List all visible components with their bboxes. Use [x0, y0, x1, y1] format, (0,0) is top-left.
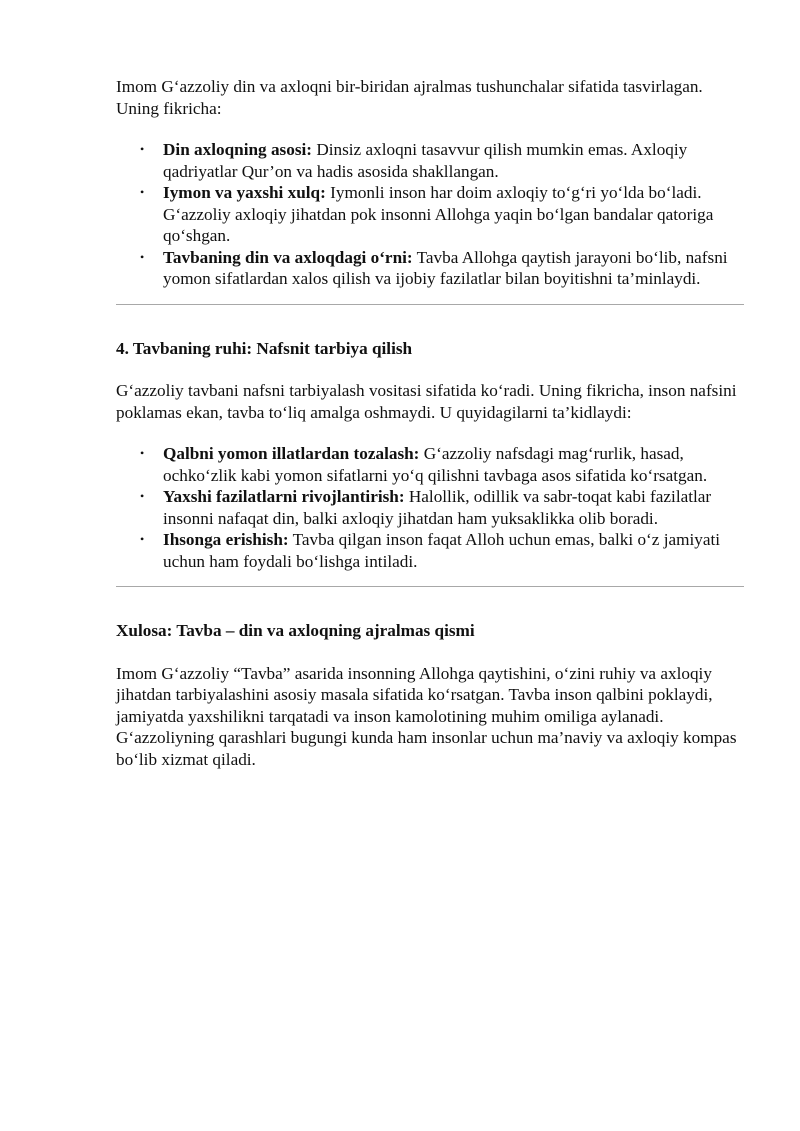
- list-item-text: Dinsiz axloqni tasavvur qilish mumkin emas. Axloqiy qadriyatlar Qur’on va hadis asosida shakllangan.: [163, 140, 688, 181]
- section-bullet-list: [116, 443, 744, 572]
- list-item-term: Tavbaning din va axloqdagi o‘rni:: [163, 247, 413, 267]
- intro-bullet-list: [116, 139, 744, 290]
- document-body: [116, 76, 744, 790]
- list-item: [116, 529, 744, 572]
- horizontal-divider: [116, 304, 744, 305]
- list-item: [116, 443, 744, 486]
- bullet-icon: •: [140, 142, 145, 156]
- list-item: [116, 486, 744, 529]
- bullet-icon: •: [140, 489, 145, 503]
- bullet-icon: •: [140, 249, 145, 264]
- section-paragraph: G‘azzoliy tavbani nafsni tarbiyalash vositasi sifatida ko‘radi. Uning fikricha, inson nafsini poklamas ekan, tavba to‘liq amalga oshmaydi. U quyidagilarni ta’kidlaydi:: [116, 381, 737, 422]
- list-item: [116, 247, 744, 290]
- list-item-text: Halollik, odillik va sabr-toqat kabi fazilatlar insonni nafaqat din, balki axloqiy jihatdan ham yuksaklikka olib boradi.: [163, 487, 712, 528]
- list-item-term: Iymon va yaxshi xulq:: [163, 183, 326, 202]
- horizontal-divider: [116, 586, 744, 587]
- list-item-text: Iymonli inson har doim axloqiy to‘g‘ri yo‘lda bo‘ladi. G‘azzoliy axloqiy jihatdan pok insonni Allohga yaqin bo‘lgan bandalar qatoriga qo‘shgan.: [163, 183, 714, 245]
- bullet-icon: •: [140, 185, 145, 199]
- intro-paragraph: Imom G‘azzoliy din va axloqni bir-biridan ajralmas tushunchalar sifatida tasvirlagan. Uning fikricha:: [116, 77, 703, 118]
- list-item-text: Tavba qilgan inson faqat Alloh uchun emas, balki o‘z jamiyati uchun ham foydali bo‘lishga intiladi.: [163, 530, 721, 571]
- bullet-icon: •: [140, 446, 145, 460]
- bullet-icon: •: [140, 532, 145, 546]
- list-item-term: Qalbni yomon illatlardan tozalash:: [163, 444, 420, 463]
- conclusion-paragraph: Imom G‘azzoliy “Tavba” asarida insonning Allohga qaytishini, o‘zini ruhiy va axloqiy jihatdan tarbiyalashini asosiy masala sifatida ko‘rsatgan. Tavba inson qalbini poklaydi, jamiyatda yaxshilikni tarqatadi va inson kamolotining muhim omiliga aylanadi. G‘azzoliyning qarashlari bugungi kunda ham insonlar uchun ma’naviy va axloqiy kompas bo‘lib xizmat qiladi.: [116, 663, 737, 769]
- list-item-text: Tavba Allohga qaytish jarayoni bo‘lib, nafsni yomon sifatlardan xalos qilish va ijobiy fazilatlar bilan boyitishni ta’minlaydi.: [163, 247, 728, 288]
- list-item: [116, 139, 744, 182]
- list-item-term: Ihsonga erishish:: [163, 530, 289, 549]
- conclusion-heading: Xulosa: Tavba – din va axloqning ajralmas qismi: [116, 621, 475, 640]
- list-item-text: G‘azzoliy nafsdagi mag‘rurlik, hasad, ochko‘zlik kabi yomon sifatlarni yo‘q qilishni tavbaga asos sifatida ko‘rsatgan.: [163, 444, 708, 485]
- list-item-term: Yaxshi fazilatlarni rivojlantirish:: [163, 487, 405, 506]
- list-item-term: Din axloqning asosi:: [163, 140, 313, 159]
- list-item: [116, 182, 744, 247]
- section-heading: 4. Tavbaning ruhi: Nafsnit tarbiya qilish: [116, 338, 413, 358]
